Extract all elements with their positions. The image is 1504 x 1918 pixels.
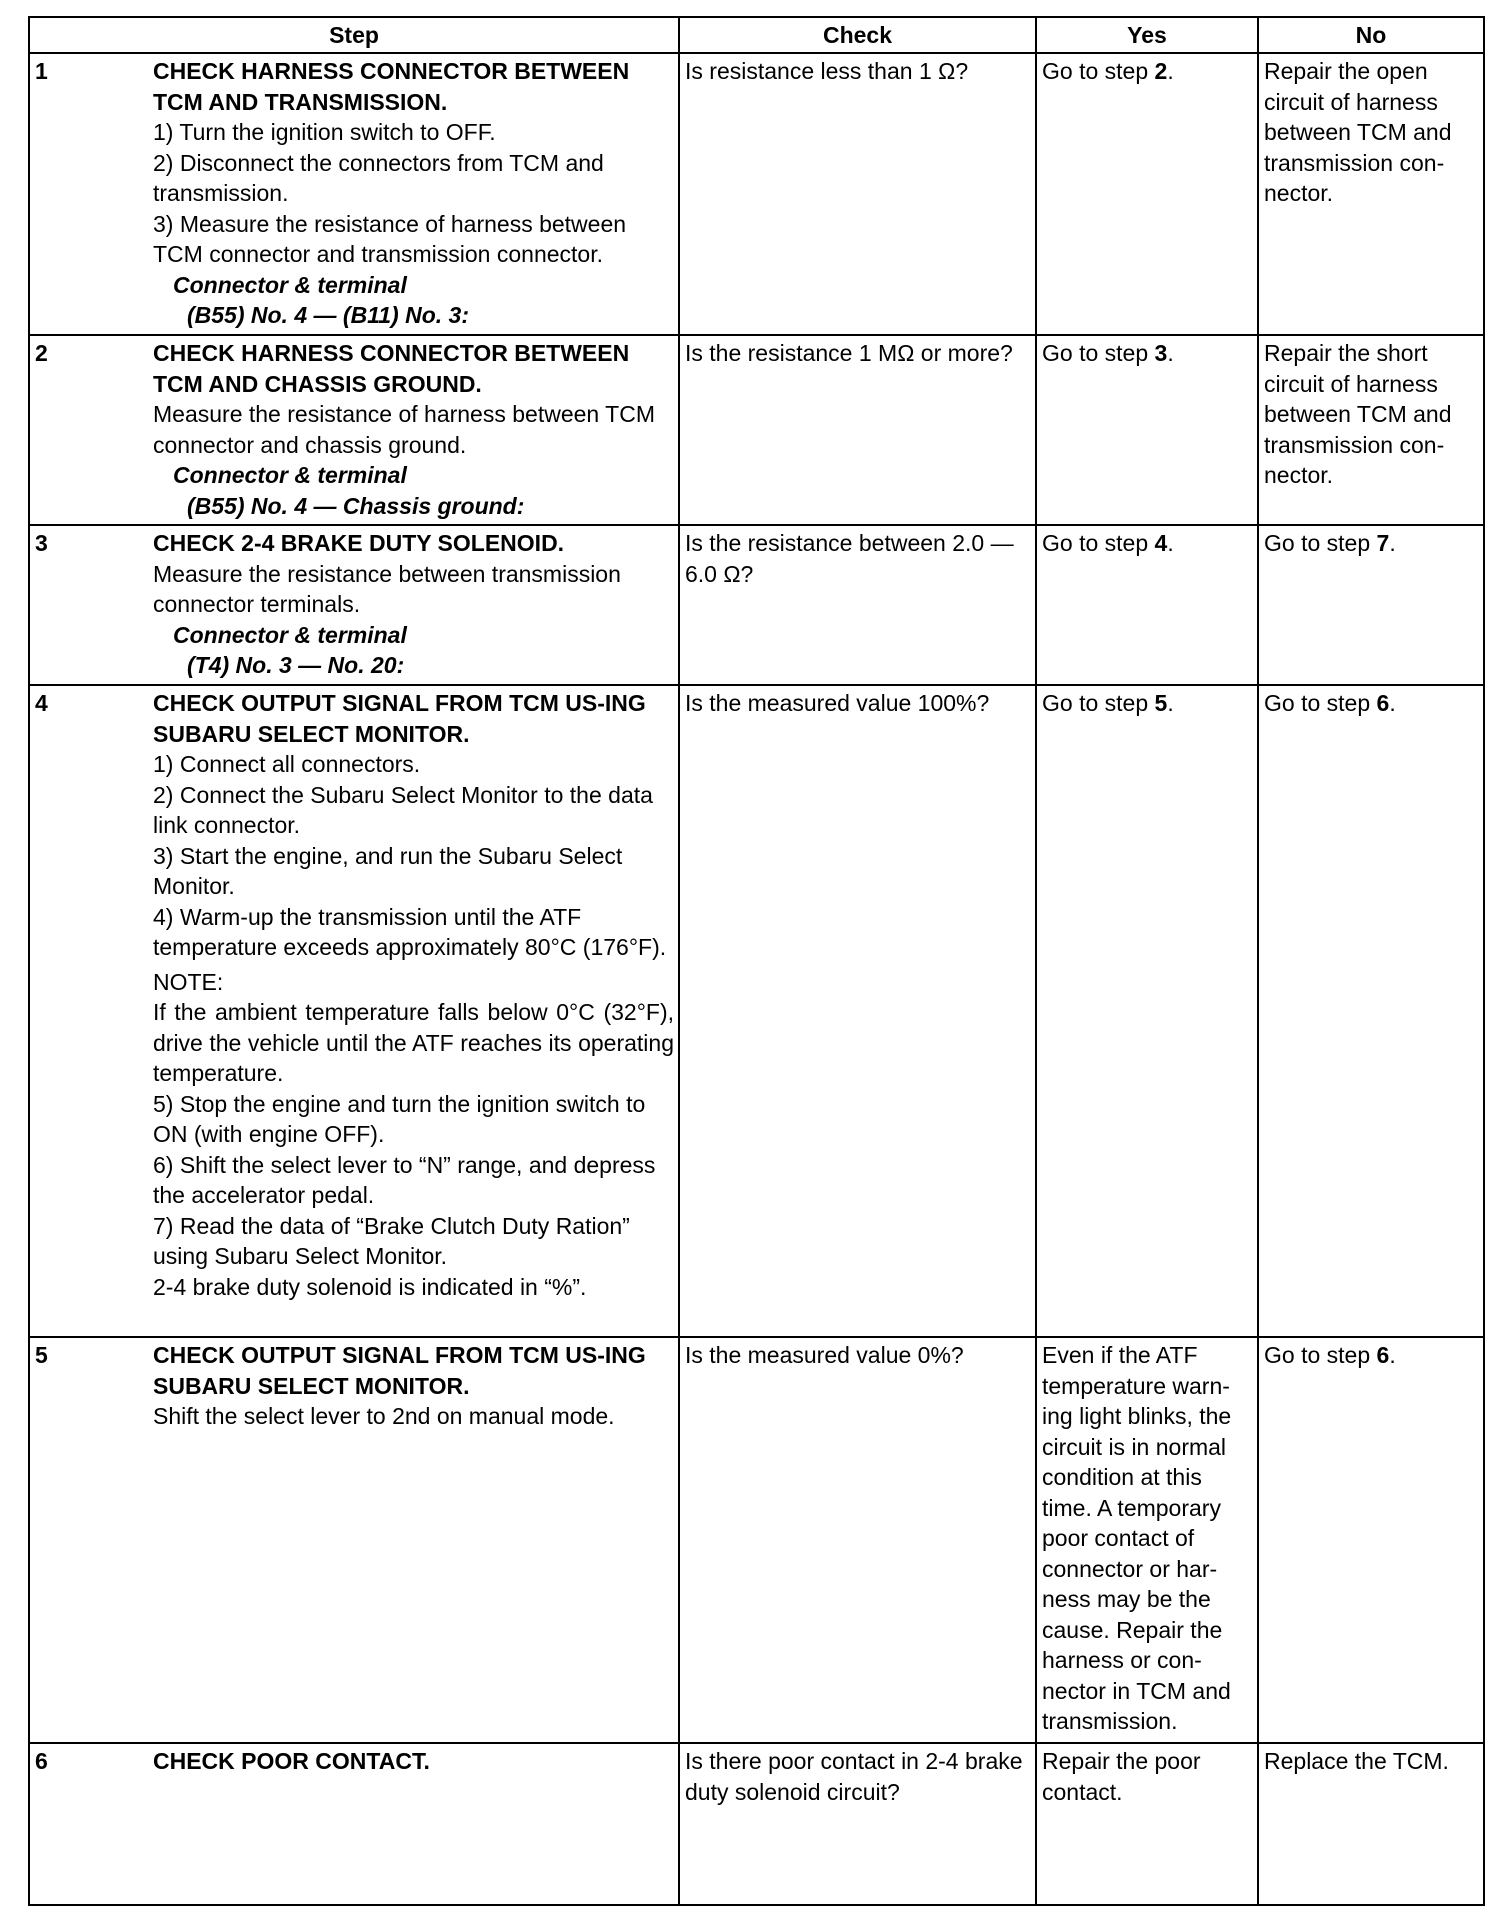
step-number: 5 — [29, 1337, 153, 1743]
yes-cell: Even if the ATF temperature warn-ing light blinks, the circuit is in normal condition at this time. A temporary poor contact of connector or har-ness may be the cause. Repair the harness or con-nector in TCM and transmission. — [1036, 1337, 1258, 1743]
step-line: 1) Turn the ignition switch to OFF. — [153, 119, 496, 145]
diagnostic-table — [28, 16, 1485, 1906]
step-cell — [153, 1743, 679, 1905]
step-title: CHECK HARNESS CONNECTOR BETWEEN TCM AND CHASSIS GROUND. — [153, 340, 630, 397]
step-line: 5) Stop the engine and turn the ignition switch to ON (with engine OFF). — [153, 1090, 646, 1147]
connector-heading: Connector & terminal — [173, 271, 407, 298]
step-title: CHECK 2-4 BRAKE DUTY SOLENOID. — [153, 530, 565, 556]
header-yes: Yes — [1036, 17, 1258, 53]
no-step-number: 6 — [1376, 1342, 1390, 1368]
no-step-number: 6 — [1376, 690, 1390, 716]
header-row — [29, 17, 1484, 53]
yes-suffix: . — [1167, 340, 1174, 366]
header-check: Check — [679, 17, 1036, 53]
yes-prefix: Go to step — [1042, 690, 1155, 716]
yes-prefix: Go to step — [1042, 530, 1155, 556]
no-suffix: . — [1389, 530, 1396, 556]
step-cell — [153, 685, 679, 1337]
yes-step-number: 4 — [1154, 530, 1168, 556]
yes-cell — [1036, 525, 1258, 685]
no-cell — [1258, 1337, 1484, 1743]
no-cell: Repair the short circuit of harness between TCM and transmission con-nector. — [1258, 335, 1484, 525]
step-line: 6) Shift the select lever to “N” range, and depress the accelerator pedal. — [153, 1151, 656, 1208]
connector-value: (T4) No. 3 — No. 20: — [187, 652, 405, 678]
table-row — [29, 1743, 1484, 1905]
yes-step-number: 2 — [1154, 58, 1168, 84]
no-cell: Repair the open circuit of harness between TCM and transmission con-nector. — [1258, 53, 1484, 335]
step-cell — [153, 525, 679, 685]
step-cell — [153, 335, 679, 525]
check-cell: Is there poor contact in 2-4 brake duty solenoid circuit? — [679, 1743, 1036, 1905]
step-line: 7) Read the data of “Brake Clutch Duty Ration” using Subaru Select Monitor. — [153, 1212, 630, 1269]
step-title: CHECK OUTPUT SIGNAL FROM TCM US-ING SUBARU SELECT MONITOR. — [153, 690, 646, 747]
table-row — [29, 685, 1484, 1337]
yes-cell: Repair the poor contact. — [1036, 1743, 1258, 1905]
no-cell — [1258, 685, 1484, 1337]
connector-value: (B55) No. 4 — Chassis ground: — [187, 492, 525, 519]
table-row — [29, 1337, 1484, 1743]
yes-prefix: Go to step — [1042, 340, 1155, 366]
step-number: 3 — [29, 525, 153, 685]
step-line: 3) Start the engine, and run the Subaru Select Monitor. — [153, 842, 623, 899]
check-cell: Is the measured value 0%? — [679, 1337, 1036, 1743]
no-prefix: Go to step — [1264, 690, 1377, 716]
check-cell: Is the measured value 100%? — [679, 685, 1036, 1337]
connector-heading: Connector & terminal — [173, 462, 407, 488]
header-no: No — [1258, 17, 1484, 53]
step-line: 1) Connect all connectors. — [153, 751, 421, 777]
yes-step-number: 5 — [1154, 690, 1168, 716]
step-line: Shift the select lever to 2nd on manual mode. — [153, 1403, 615, 1429]
yes-cell — [1036, 685, 1258, 1337]
yes-cell — [1036, 335, 1258, 525]
yes-cell — [1036, 53, 1258, 335]
step-number: 6 — [29, 1743, 153, 1905]
no-suffix: . — [1389, 690, 1396, 716]
check-cell: Is the resistance between 2.0 — 6.0 Ω? — [679, 525, 1036, 685]
no-step-number: 7 — [1376, 530, 1390, 556]
step-line: Measure the resistance of harness between TCM connector and chassis ground. — [153, 401, 655, 458]
step-number: 2 — [29, 335, 153, 525]
step-number: 4 — [29, 685, 153, 1337]
step-cell — [153, 1337, 679, 1743]
no-prefix: Go to step — [1264, 1342, 1377, 1368]
yes-suffix: . — [1167, 530, 1174, 556]
step-line: 3) Measure the resistance of harness between TCM connector and transmission connector. — [153, 210, 627, 267]
no-suffix: . — [1389, 1342, 1396, 1368]
step-line: Measure the resistance between transmission connector terminals. — [153, 560, 621, 617]
check-cell: Is resistance less than 1 Ω? — [679, 53, 1036, 335]
note-label: NOTE: — [153, 968, 224, 995]
no-cell: Replace the TCM. — [1258, 1743, 1484, 1905]
step-title: CHECK OUTPUT SIGNAL FROM TCM US-ING SUBARU SELECT MONITOR. — [153, 1342, 646, 1399]
no-prefix: Go to step — [1264, 530, 1377, 556]
step-title: CHECK HARNESS CONNECTOR BETWEEN TCM AND TRANSMISSION. — [153, 58, 630, 115]
check-cell: Is the resistance 1 MΩ or more? — [679, 335, 1036, 525]
yes-prefix: Go to step — [1042, 58, 1155, 84]
step-number: 1 — [29, 53, 153, 335]
step-line: 2-4 brake duty solenoid is indicated in “%”. — [153, 1273, 587, 1300]
table-row — [29, 525, 1484, 685]
note-text: If the ambient temperature falls below 0°C (32°F), drive the vehicle until the ATF reaches its operating temperature. — [153, 999, 674, 1086]
table-row — [29, 335, 1484, 525]
step-line: 2) Connect the Subaru Select Monitor to the data link connector. — [153, 781, 653, 838]
header-step: Step — [29, 17, 679, 53]
connector-value: (B55) No. 4 — (B11) No. 3: — [187, 302, 469, 328]
table-row — [29, 53, 1484, 335]
yes-step-number: 3 — [1154, 340, 1168, 366]
yes-suffix: . — [1167, 690, 1174, 716]
step-line: 4) Warm-up the transmission until the ATF temperature exceeds approximately 80°C (176°F). — [153, 903, 667, 960]
step-cell — [153, 53, 679, 335]
no-cell — [1258, 525, 1484, 685]
step-line: 2) Disconnect the connectors from TCM and transmission. — [153, 149, 604, 206]
connector-heading: Connector & terminal — [173, 621, 407, 648]
yes-suffix: . — [1167, 58, 1174, 84]
step-title: CHECK POOR CONTACT. — [153, 1748, 430, 1774]
